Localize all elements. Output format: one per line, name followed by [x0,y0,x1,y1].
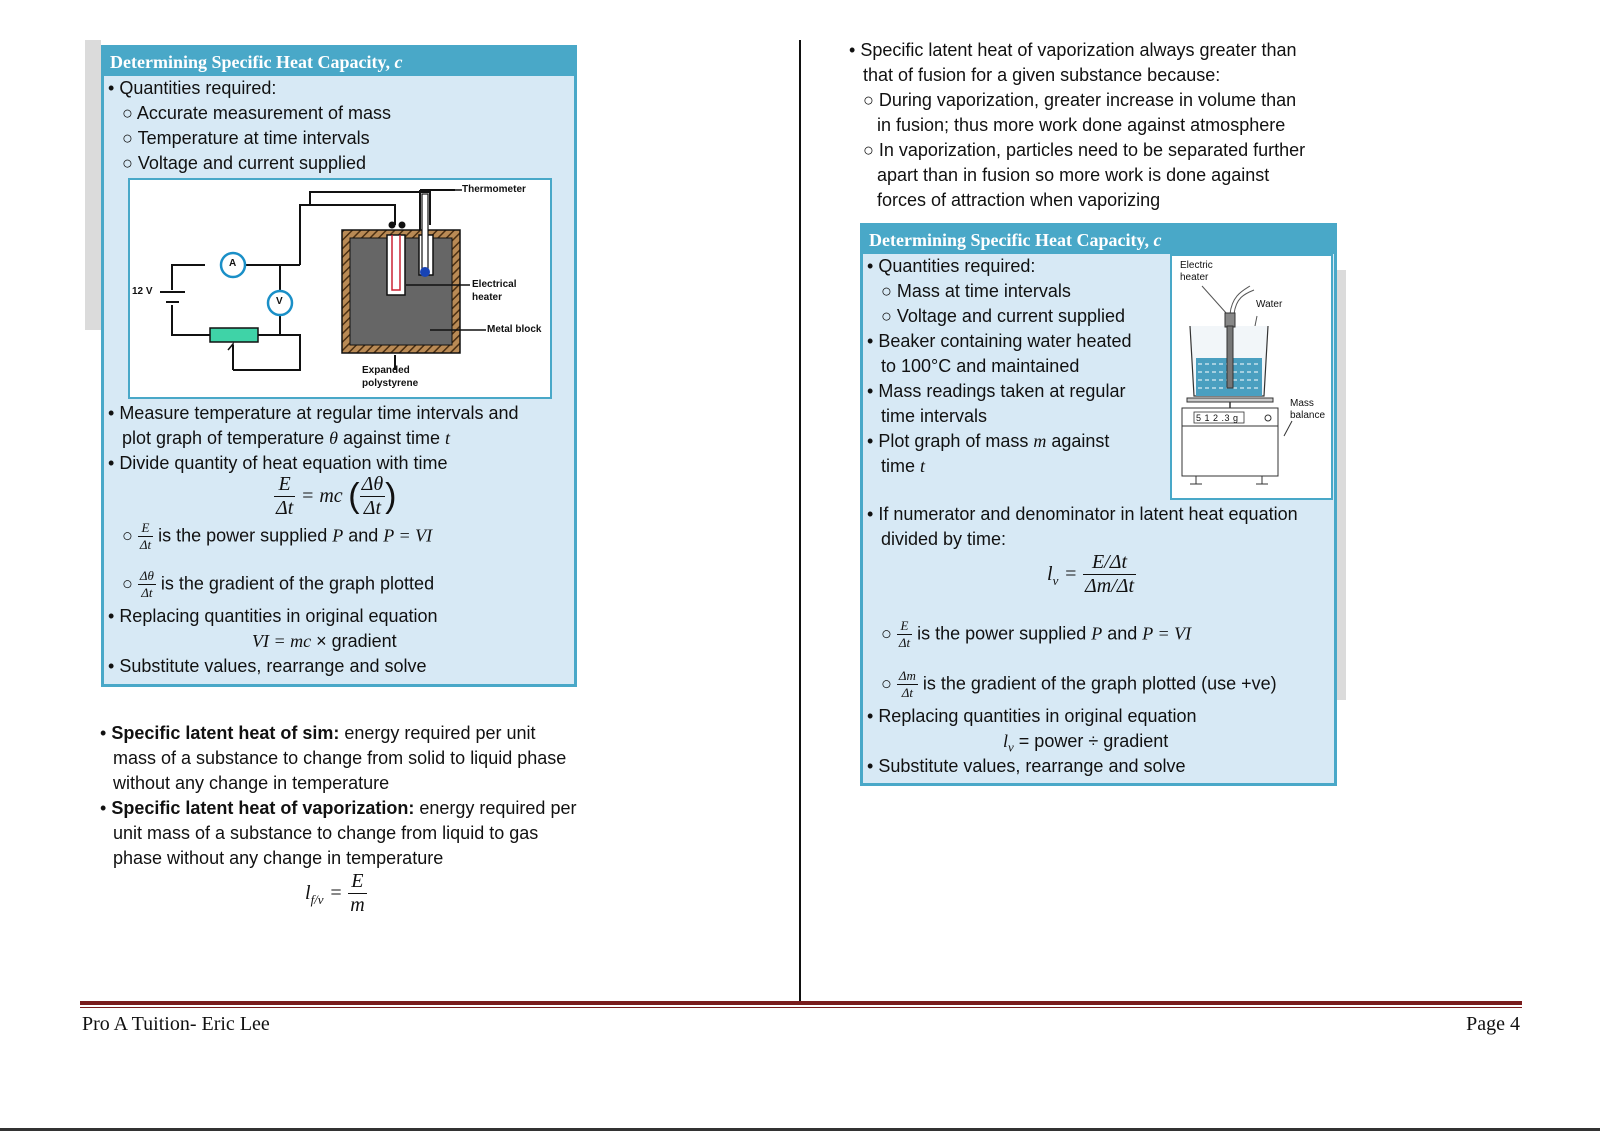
def-latent-heat-fusion: • Specific latent heat of sim: energy required per unit [100,723,536,743]
left-heat-capacity-box [101,45,577,687]
right-reason-particles-cont: forces of attraction when vaporizing [877,190,1161,210]
left-box-title-text: Determining Specific Heat Capacity, [110,52,395,72]
right-reason-particles: ○ In vaporization, particles need to be separated further [863,140,1306,160]
right-divide-point: • If numerator and denominator in latent heat equation [867,504,1298,524]
def-latent-heat-fusion-cont: without any change in temperature [113,773,390,793]
left-sub-gradient: ○ $\frac{\Delta\theta}{\Delta t}$ is the gradient of the graph plotted [122,568,435,600]
right-mass-point: • Mass readings taken at regular [867,381,1126,401]
voltage-label: 12 V [132,286,153,297]
left-quantity-item: ○ Temperature at time intervals [122,128,370,148]
right-sub-gradient: ○ $\frac{\Delta m}{\Delta t}$ is the gradient of the graph plotted (use +ve) [881,668,1277,700]
left-quantity-item: ○ Accurate measurement of mass [122,103,391,123]
left-step-substitute: • Substitute values, rearrange and solve [108,656,427,676]
def-latent-heat-vaporization-cont: unit mass of a substance to change from liquid to gas [113,823,539,843]
right-reason-volume-cont: in fusion; thus more work done against atmosphere [877,115,1286,135]
balance-reading: 5 1 2 .3 g [1196,413,1239,423]
left-step-measure: • Measure temperature at regular time intervals and [108,403,519,423]
right-vaporization-point-cont: that of fusion for a given substance because: [863,65,1221,85]
def-latent-heat-fusion-cont: mass of a substance to change from solid to liquid phase [113,748,567,768]
footer-rule [80,1001,1522,1005]
left-sub-power: ○ $\frac{E}{\Delta t}$ is the power supplied P and P = VI [122,520,433,552]
right-step-substitute: • Substitute values, rearrange and solve [867,756,1186,776]
right-box-title-var: c [1153,230,1162,250]
right-mass-point-cont: time intervals [881,406,988,426]
column-divider [799,40,801,1002]
right-reason-particles-cont: apart than in fusion so more work is done against [877,165,1270,185]
right-beaker-point-cont: to 100°C and maintained [881,356,1080,376]
left-box-title-var: c [394,52,403,72]
def-latent-heat-vaporization-cont: phase without any change in temperature [113,848,444,868]
footer-rule-thin [80,1007,1522,1008]
heater-label: Electrical heater [472,279,517,303]
footer-page-number: Page 4 [1466,1013,1520,1035]
right-quantity-item: ○ Mass at time intervals [881,281,1071,301]
metal-block-label: Metal block [487,324,542,335]
balance-svg [1172,256,1331,498]
right-plot-point: • Plot graph of mass m against [867,431,1110,451]
left-quantities-heading: • Quantities required: [108,78,277,98]
left-step-replace: • Replacing quantities in original equation [108,606,438,626]
latent-heat-equation: $l_{f/v}$ = $\frac{E}{m}$ [305,870,365,916]
right-replace-equation: $l_v$ = power ÷ gradient [1003,731,1169,755]
right-reason-volume: ○ During vaporization, greater increase in volume than [863,90,1297,110]
footer-author: Pro A Tuition- Eric Lee [82,1013,270,1035]
left-replace-equation: VI = mc × gradient [252,631,397,651]
electric-heater-label: Electric heater [1180,260,1213,283]
voltmeter-label: V [276,296,283,307]
right-sub-power: ○ $\frac{E}{\Delta t}$ is the power supplied P and P = VI [881,618,1192,650]
mass-balance-diagram [1170,254,1333,500]
water-label: Water [1256,299,1283,310]
right-step-replace: • Replacing quantities in original equation [867,706,1197,726]
left-step-divide: • Divide quantity of heat equation with time [108,453,448,473]
left-quantity-item: ○ Voltage and current supplied [122,153,367,173]
mass-balance-label: Mass balance [1290,398,1326,421]
left-step-measure-cont: plot graph of temperature θ against time t [122,428,451,448]
def-latent-heat-vaporization: • Specific latent heat of vaporization: energy required per [100,798,577,818]
right-heat-capacity-box [860,223,1337,786]
heating-circuit-diagram [128,178,552,399]
right-quantity-item: ○ Voltage and current supplied [881,306,1126,326]
right-box-title [863,226,1334,254]
left-heat-equation: $\frac{E}{\Delta t}$ = mc ( $\frac{\Delta\theta}{\Delta t}$ ) [276,473,397,519]
right-box-title-text: Determining Specific Heat Capacity, [869,230,1154,250]
thermometer-label: Thermometer [462,184,526,195]
right-beaker-point: • Beaker containing water heated [867,331,1132,351]
right-latent-equation: $l_v$ = $\frac{E/\Delta t}{\Delta m/\Delta t}$ [1047,551,1135,597]
right-plot-point-cont: time t [881,456,926,476]
left-box-title [104,48,574,76]
right-quantities-heading: • Quantities required: [867,256,1036,276]
right-vaporization-point: • Specific latent heat of vaporization always greater than [849,40,1297,60]
ammeter-label: A [229,258,237,269]
watermark-stroke-left [85,40,101,330]
polystyrene-label: Expanded polystyrene [362,365,419,389]
right-divide-point-cont: divided by time: [881,529,1007,549]
